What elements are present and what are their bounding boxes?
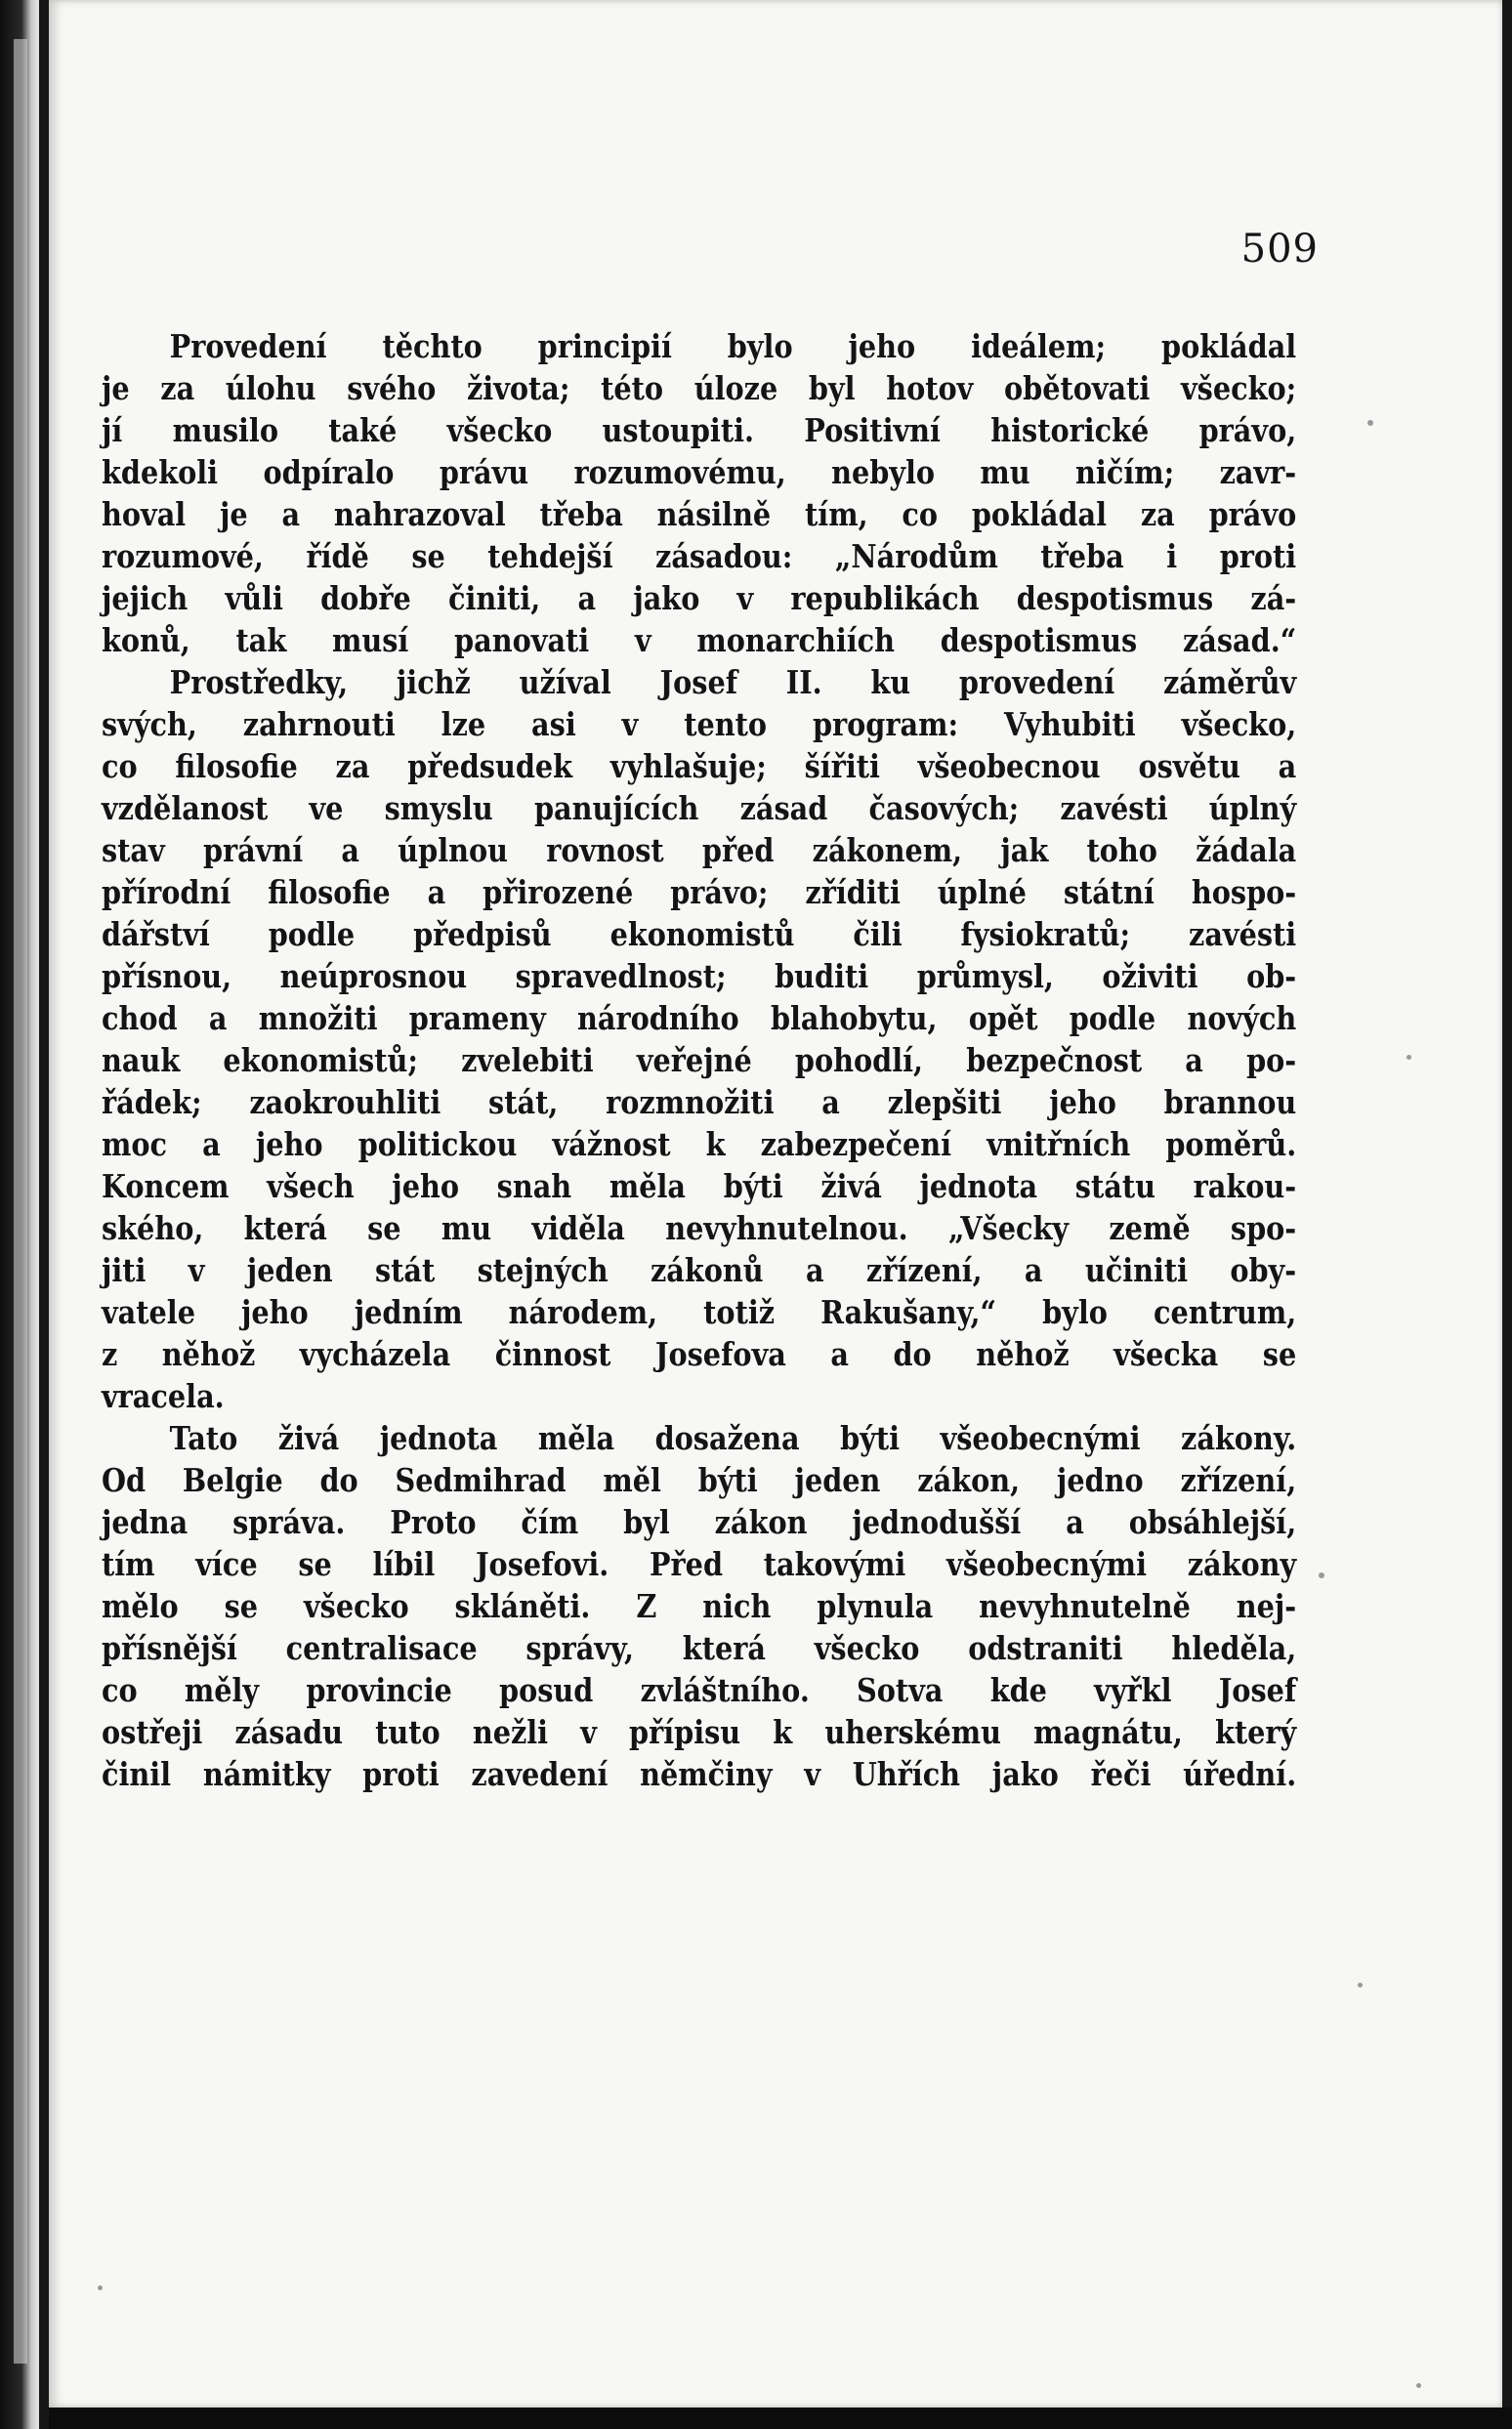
text-line: jedna správa. Proto čím byl zákon jednodušší a obsáhlejší, [102,1503,1297,1541]
book-page [49,0,1502,2408]
text-line: vzdělanost ve smyslu panujících zásad časových; zavésti úplný [102,789,1297,827]
text-line: je za úlohu svého života; této úloze byl hotov obětovati všecko; [102,369,1297,407]
text-line: konů, tak musí panovati v monarchiích despotismus zásad.“ [102,621,1297,659]
text-line: řádek; zaokrouhliti stát, rozmnožiti a zlepšiti jeho brannou [102,1083,1297,1121]
body-text [102,325,1297,1795]
text-line: jejich vůli dobře činiti, a jako v republikách despotismus zá- [102,579,1297,617]
text-line: ského, která se mu viděla nevyhnutelnou. „Všecky země spo- [102,1209,1297,1247]
text-line: jiti v jeden stát stejných zákonů a zřízení, a učiniti oby- [102,1251,1297,1289]
text-line: Od Belgie do Sedmihrad měl býti jeden zákon, jedno zřízení, [102,1461,1297,1499]
text-line: mělo se všecko skláněti. Z nich plynula nevyhnutelně nej- [102,1587,1297,1625]
text-line: vracela. [102,1377,225,1415]
scan-speck [1407,1055,1411,1060]
previous-page-edge [0,0,39,2429]
text-line: dářství podle předpisů ekonomistů čili fysiokratů; zavésti [102,915,1297,953]
text-line: vatele jeho jedním národem, totiž Rakušany,“ bylo centrum, [102,1293,1297,1331]
text-line: jí musilo také všecko ustoupiti. Positivní historické právo, [102,411,1297,449]
page-edge-highlight [14,39,27,2364]
text-line: moc a jeho politickou vážnost k zabezpečení vnitřních poměrů. [102,1125,1297,1163]
text-line: činil námitky proti zavedení němčiny v Uhřích jako řeči úřední. [102,1755,1297,1793]
text-line: tím více se líbil Josefovi. Před takovými všeobecnými zákony [102,1545,1297,1583]
text-line: svých, zahrnouti lze asi v tento program: Vyhubiti všecko, [102,705,1297,743]
text-line: co filosofie za předsudek vyhlašuje; šířiti všeobecnou osvětu a [102,747,1297,785]
scan-bottom-edge [49,2408,1512,2429]
text-line: přísnou, neúprosnou spravedlnost; buditi průmysl, oživiti ob- [102,957,1297,995]
text-line: kdekoli odpíralo právu rozumovému, nebylo mu ničím; zavr- [102,453,1297,491]
text-line: co měly provincie posud zvláštního. Sotva kde vyřkl Josef [102,1671,1297,1709]
text-line: Prostředky, jichž užíval Josef II. ku provedení záměrův [169,663,1297,701]
text-line: chod a množiti prameny národního blahobytu, opět podle nových [102,999,1297,1037]
scan-speck [1416,2383,1421,2388]
text-line: přísnější centralisace správy, která všecko odstraniti hleděla, [102,1629,1297,1667]
text-line: Provedení těchto principií bylo jeho ideálem; pokládal [169,327,1297,365]
text-line: z něhož vycházela činnost Josefova a do něhož všecka se [102,1335,1297,1373]
text-line: Koncem všech jeho snah měla býti živá jednota státu rakou- [102,1167,1297,1205]
text-line: přírodní filosofie a přirozené právo; zříditi úplné státní hospo- [102,873,1297,911]
scan-speck [1319,1572,1324,1578]
scan-speck [98,2285,103,2290]
scan-speck [1367,420,1373,426]
text-line: nauk ekonomistů; zvelebiti veřejné pohodlí, bezpečnost a po- [102,1041,1297,1079]
text-line: ostřeji zásadu tuto nežli v přípisu k uherskému magnátu, který [102,1713,1297,1751]
page-number: 509 [1240,227,1319,272]
scan-speck [1358,1983,1363,1988]
text-line: stav právní a úplnou rovnost před zákonem, jak toho žádala [102,831,1297,869]
text-line: rozumové, řídě se tehdejší zásadou: „Národům třeba i proti [102,537,1297,575]
text-line: Tato živá jednota měla dosažena býti všeobecnými zákony. [169,1419,1297,1457]
text-line: hoval je a nahrazoval třeba násilně tím, co pokládal za právo [102,495,1297,533]
